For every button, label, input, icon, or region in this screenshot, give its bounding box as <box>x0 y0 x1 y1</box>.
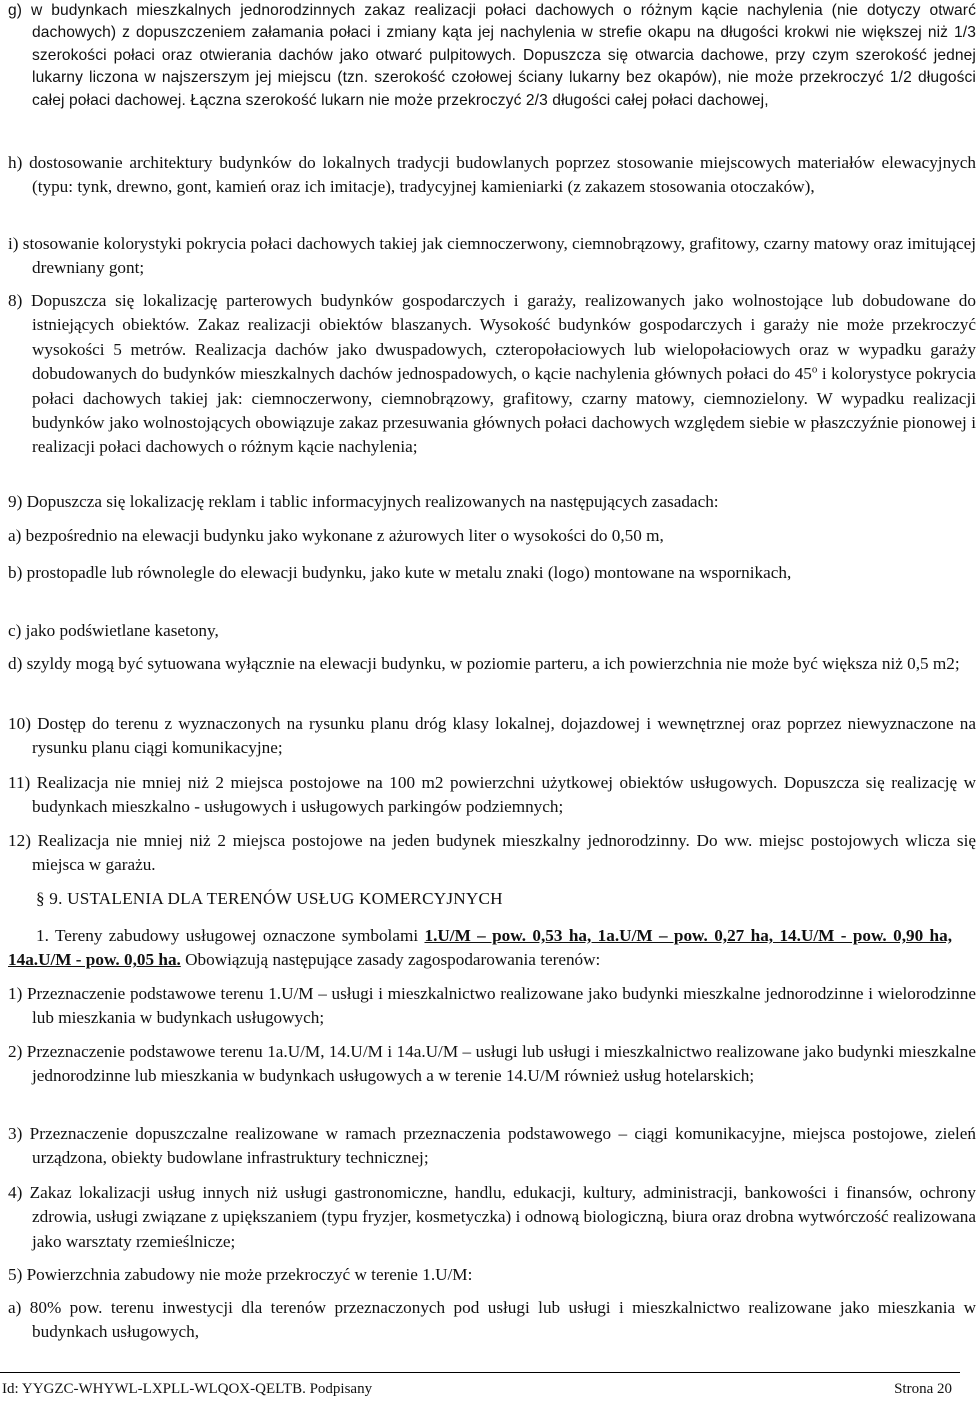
paragraph-i: i) stosowanie kolorystyki pokrycia połaci dachowych takiej jak ciemnoczerwony, ciemnobrązowy, grafitowy, czarny matowy oraz imitującej drewniany gont; <box>8 234 976 278</box>
item-5: 5) Powierzchnia zabudowy nie może przekroczyć w terenie 1.U/M: <box>8 1265 473 1284</box>
paragraph-9a: a) bezpośrednio na elewacji budynku jako wykonane z ażurowych liter o wysokości do 0,50 m, <box>8 526 664 545</box>
section-1-lead: 1. Tereny zabudowy usługowej oznaczone symbolami <box>36 926 425 945</box>
paragraph-11: 11) Realizacja nie mniej niż 2 miejsca postojowe na 100 m2 powierzchni użytkowej obiektów usługowych. Dopuszcza się realizację w budynkach mieszkalno - usługowych i usługowych parkingów podziemnych; <box>8 773 976 817</box>
section-1-areas: 1.U/M – pow. 0,53 ha, 1a.U/M – pow. 0,27 ha, 14.U/M - pow. 0,90 ha, 14a.U/M - pow. 0,05 ha. <box>8 926 953 970</box>
item-1: 1) Przeznaczenie podstawowe terenu 1.U/M – usługi i mieszkalnictwo realizowane jako budynki mieszkalne jednorodzinne i wielorodzinne lub mieszkania w budynkach usługowych; <box>8 984 976 1028</box>
section-1-tail: Obowiązują następujące zasady zagospodarowania terenów: <box>180 950 601 970</box>
item-2: 2) Przeznaczenie podstawowe terenu 1a.U/M, 14.U/M i 14a.U/M – usługi lub usługi i mieszkalnictwo realizowane jako budynki mieszkalne jednorodzinne lub mieszkania w budynkach usługowych a w terenie 14.U/M również usług hotelarskich; <box>8 1042 976 1086</box>
paragraph-9: 9) Dopuszcza się lokalizację reklam i tablic informacyjnych realizowanych na następujących zasadach: <box>8 492 719 511</box>
paragraph-g: g) w budynkach mieszkalnych jednorodzinnych zakaz realizacji połaci dachowych o różnym kącie nachylenia (nie dotyczy otwarć dachowych) z dopuszczeniem załamania połaci i zmiany kąta jej nachylenia w strefie okapu na długości krokwi nie większej niż 1/3 szerokości połaci oraz otwierania dachów jako otwarć pulpitowych. Dopuszcza się otwarcia dachowe, przy czym szerokość jednej lukarny liczona w najszerszym jej miejscu (tzn. szerokość czołowej ściany lukarny bez okapów), nie może przekroczyć 1/2 długości całej połaci dachowej. Łączna szerokość lukarn nie może przekroczyć 2/3 długości całej połaci dachowej, <box>8 2 976 109</box>
paragraph-12: 12) Realizacja nie mniej niż 2 miejsca postojowe na jeden budynek mieszkalny jednorodzinny. Do ww. miejsc postojowych wlicza się miejsca w garażu. <box>8 831 976 875</box>
paragraph-8-rest: i kolorystyce pokrycia połaci dachowych takiej jak: ciemnoczerwony, ciemnobrązowy, grafitowy, czarny matowy, ciemnozielony. W wypadku realizacji budynków jako wolnostojących obowiązuje zakaz przesuwania głównych połaci dachowych względem siebie w płaszczyźnie pionowej i realizacji połaci dachowych o różnym kącie nachylenia; <box>32 364 976 457</box>
paragraph-9b: b) prostopadle lub równolegle do elewacji budynku, jako kute w metalu znaki (logo) montowane na wspornikach, <box>8 563 792 582</box>
section-heading: § 9. USTALENIA DLA TERENÓW USŁUG KOMERCYJNYCH <box>36 889 503 908</box>
degree-sign: o <box>811 363 818 376</box>
page-number: Strona 20 <box>894 1381 952 1397</box>
document-id: Id: YYGZC-WHYWL-LXPLL-WLQOX-QELTB. Podpisany <box>2 1381 373 1397</box>
item-3: 3) Przeznaczenie dopuszczalne realizowane w ramach przeznaczenia podstawowego – ciągi komunikacyjne, miejsca postojowe, zieleń urządzona, obiekty budowlane infrastruktury technicznej; <box>8 1124 976 1168</box>
section-1-intro <box>8 924 952 973</box>
paragraph-h: h) dostosowanie architektury budynków do lokalnych tradycji budowlanych poprzez stosowanie miejscowych materiałów elewacyjnych (typu: tynk, drewno, gont, kamień oraz ich imitacje), tradycyjnej kamieniarki (z zakazem stosowania otoczaków), <box>8 153 976 197</box>
paragraph-8-text: 8) Dopuszcza się lokalizację parterowych budynków gospodarczych i garaży, realizowanych jako wolnostojące lub dobudowane do istniejących obiektów. Zakaz realizacji obiektów blaszanych. Wysokość budynków gospodarczych i garaży nie może przekroczyć wysokości 5 metrów. Realizacja dachów jako dwuspadowych, czteropołaciowych lub wielopołaciowych oraz w wypadku garaży dobudowanych do budynków mieszkalnych dachów jednospadowych, o kącie nachylenia głównych połaci do 45 <box>8 291 976 384</box>
paragraph-8 <box>8 289 976 460</box>
paragraph-9c: c) jako podświetlane kasetony, <box>8 621 219 640</box>
paragraph-9d: d) szyldy mogą być sytuowana wyłącznie na elewacji budynku, w poziomie parteru, a ich powierzchnia nie może być większa niż 0,5 m2; <box>8 654 960 673</box>
item-4: 4) Zakaz lokalizacji usług innych niż usługi gastronomiczne, handlu, edukacji, kultury, administracji, bankowości i finansów, ochrony zdrowia, usługi związane z upiększaniem (typu fryzjer, kosmetyczka) i odnową biologiczną, biura oraz drobna wytwórczość realizowana jako warsztaty rzemieślnicze; <box>8 1183 976 1251</box>
item-5a: a) 80% pow. terenu inwestycji dla terenów przeznaczonych pod usługi lub usługi i mieszkalnictwo realizowane jako mieszkania w budynkach usługowych, <box>8 1298 976 1342</box>
page-footer <box>0 1372 960 1402</box>
paragraph-10: 10) Dostęp do terenu z wyznaczonych na rysunku planu dróg klasy lokalnej, dojazdowej i wewnętrznej oraz poprzez niewyznaczone na rysunku planu ciągi komunikacyjne; <box>8 714 976 758</box>
